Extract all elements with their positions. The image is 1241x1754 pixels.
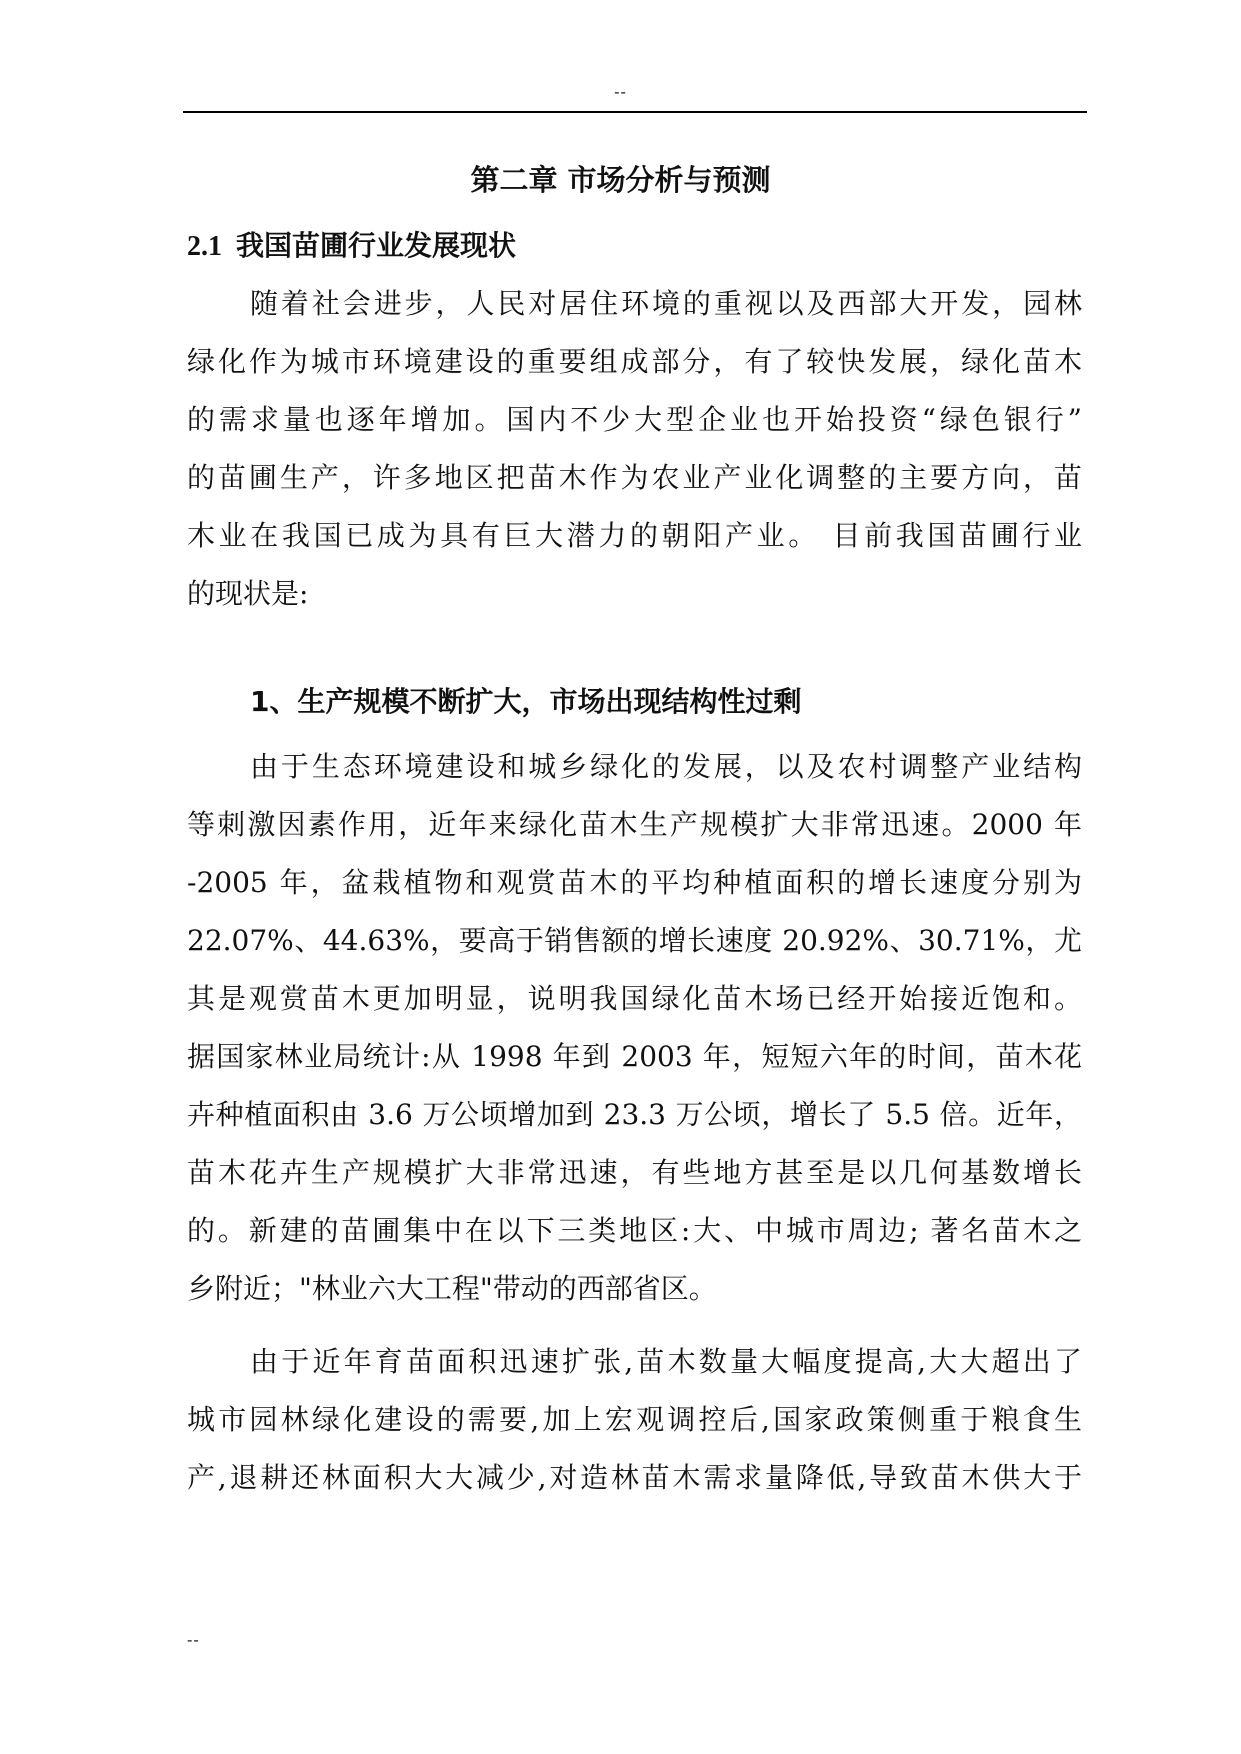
- paragraph-line: 的需求量也逐年增加。国内不少大型企业也开始投资“绿色银行”: [187, 403, 1082, 436]
- section-title-text: 我国苗圃行业发展现状: [236, 229, 517, 262]
- paragraph-line: 苗木花卉生产规模扩大非常迅速，有些地方甚至是以几何基数增长: [187, 1156, 1082, 1189]
- paragraph-line: 等刺激因素作用，近年来绿化苗木生产规模扩大非常迅速。2000 年: [187, 808, 1082, 841]
- section-title: [187, 226, 516, 267]
- paragraph-line: 绿化作为城市环境建设的重要组成部分，有了较快发展，绿化苗木: [187, 345, 1082, 378]
- paragraph-line: 据国家林业局统计:从 1998 年到 2003 年，短短六年的时间，苗木花: [187, 1040, 1082, 1073]
- page-header-mark: --: [614, 82, 627, 101]
- paragraph-line: 22.07%、44.63%，要高于销售额的增长速度 20.92%、30.71%，尤: [187, 924, 1082, 957]
- paragraph-line: 的苗圃生产，许多地区把苗木作为农业产业化调整的主要方向，苗: [187, 461, 1082, 494]
- paragraph-line: 随着社会进步，人民对居住环境的重视以及西部大开发，园林: [250, 287, 1082, 320]
- subheading: 1、生产规模不断扩大，市场出现结构性过剩: [250, 685, 802, 718]
- paragraph-line: 的现状是:: [187, 577, 309, 610]
- paragraph-line: 产,退耕还林面积大大减少,对造林苗木需求量降低,导致苗木供大于: [187, 1461, 1082, 1494]
- header-rule: [183, 111, 1087, 113]
- section-number: 2.1: [187, 231, 222, 262]
- paragraph-line: 由于近年育苗面积迅速扩张,苗木数量大幅度提高,大大超出了: [250, 1345, 1082, 1378]
- paragraph-line: 其是观赏苗木更加明显，说明我国绿化苗木场已经开始接近饱和。: [187, 982, 1082, 1015]
- paragraph-line: 城市园林绿化建设的需要,加上宏观调控后,国家政策侧重于粮食生: [187, 1403, 1082, 1436]
- page-footer-mark: --: [187, 1630, 200, 1649]
- paragraph-line: 木业在我国已成为具有巨大潜力的朝阳产业。 目前我国苗圃行业: [187, 519, 1082, 552]
- chapter-title: 第二章 市场分析与预测: [470, 163, 771, 197]
- paragraph-line: 由于生态环境建设和城乡绿化的发展，以及农村调整产业结构: [250, 750, 1082, 783]
- paragraph-line: 乡附近；"林业六大工程"带动的西部省区。: [187, 1272, 717, 1305]
- paragraph-line: -2005 年，盆栽植物和观赏苗木的平均种植面积的增长速度分别为: [187, 866, 1082, 899]
- paragraph-line: 的。新建的苗圃集中在以下三类地区:大、中城市周边; 著名苗木之: [187, 1214, 1082, 1247]
- paragraph-line: 卉种植面积由 3.6 万公顷增加到 23.3 万公顷，增长了 5.5 倍。近年，: [187, 1098, 1082, 1131]
